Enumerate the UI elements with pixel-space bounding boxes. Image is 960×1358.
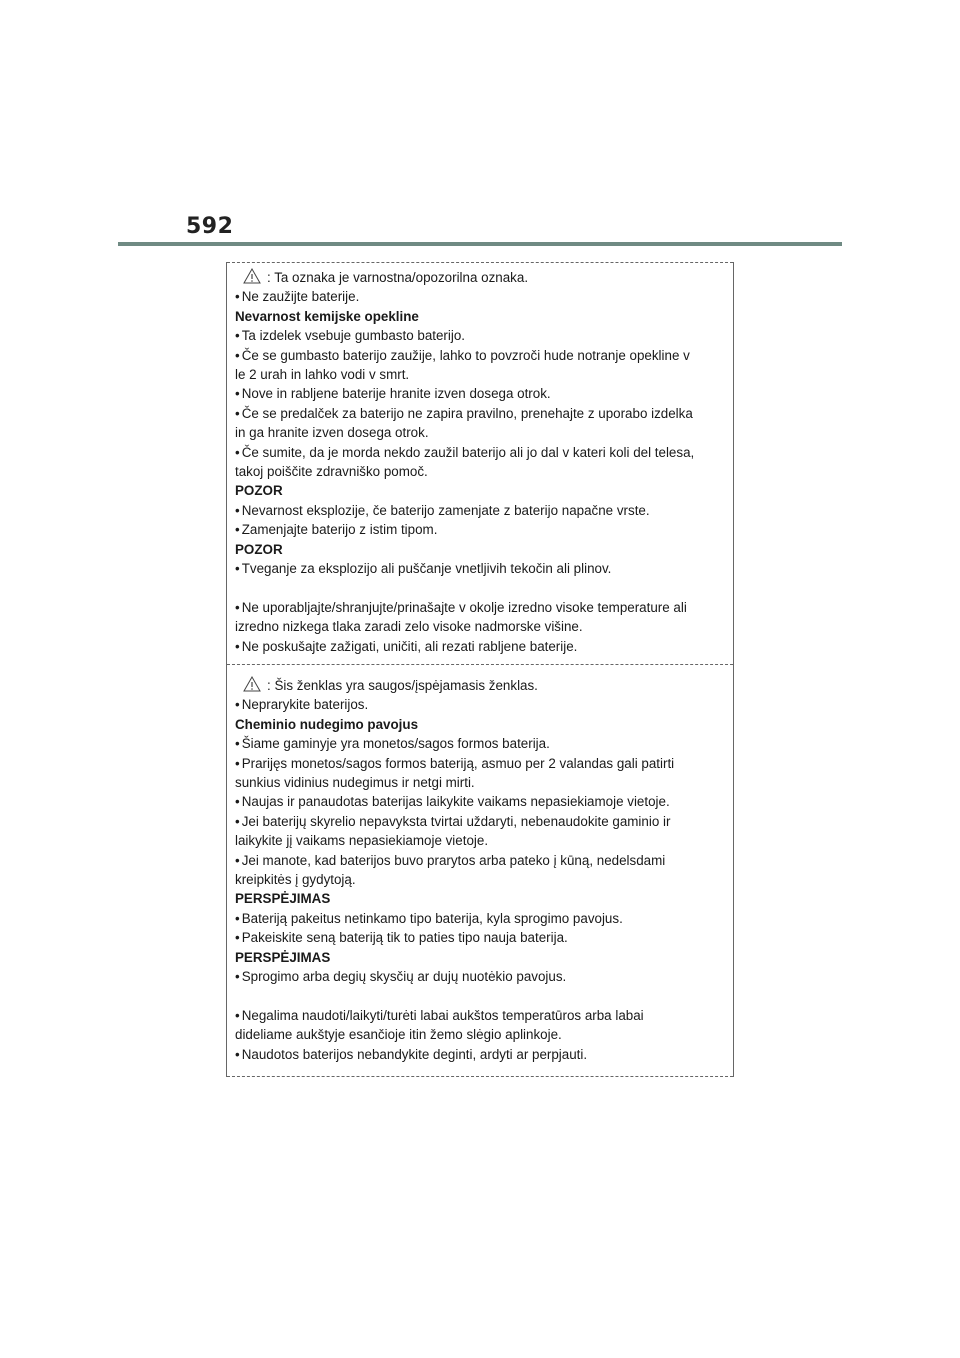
line-text: Nevarnost kemijske opekline bbox=[235, 308, 419, 324]
lithuanian-warning-section bbox=[235, 676, 727, 1064]
bullet-item bbox=[235, 637, 727, 656]
warning-symbol-text: : Šis ženklas yra saugos/įspėjamasis ženklas. bbox=[267, 678, 538, 693]
bullet-dot: • bbox=[235, 386, 240, 402]
bullet-item bbox=[235, 346, 727, 365]
line-text: Negalima naudoti/laikyti/turėti labai aukštos temperatūros arba labai bbox=[241, 1007, 644, 1023]
bullet-dot: • bbox=[235, 813, 240, 829]
continuation-line bbox=[235, 870, 727, 889]
bullet-dot: • bbox=[235, 736, 240, 752]
bullet-dot: • bbox=[235, 638, 240, 654]
blank-line bbox=[235, 579, 727, 598]
line-text: Ne poskušajte zažigati, uničiti, ali rezati rabljene baterije. bbox=[241, 638, 578, 654]
bullet-dot: • bbox=[235, 910, 240, 926]
bullet-item bbox=[235, 967, 727, 986]
line-text: Sprogimo arba degių skysčių ar dujų nuotėkio pavojus. bbox=[241, 969, 567, 985]
bullet-item bbox=[235, 443, 727, 462]
section-heading bbox=[235, 540, 727, 559]
line-text: takoj poiščite zdravniško pomoč. bbox=[235, 464, 428, 480]
page-number: 592 bbox=[186, 214, 234, 239]
warning-triangle-icon bbox=[243, 268, 261, 284]
line-text: PERSPĖJIMAS bbox=[235, 949, 331, 965]
bullet-item bbox=[235, 520, 727, 539]
line-text: in ga hranite izven dosega otrok. bbox=[235, 425, 429, 441]
line-text: Šiame gaminyje yra monetos/sagos formos baterija. bbox=[241, 736, 550, 752]
continuation-line bbox=[235, 831, 727, 850]
bullet-dot: • bbox=[235, 755, 240, 771]
line-text: POZOR bbox=[235, 483, 283, 499]
blank-line bbox=[235, 987, 727, 1006]
bullet-item bbox=[235, 384, 727, 403]
section-heading bbox=[235, 715, 727, 734]
line-text: Neprarykite baterijos. bbox=[241, 697, 369, 713]
bullet-dot: • bbox=[235, 930, 240, 946]
line-text: Prarijęs monetos/sagos formos bateriją, asmuo per 2 valandas gali patirti bbox=[241, 755, 675, 771]
line-text: izredno nizkega tlaka zaradi zelo visoke nadmorske višine. bbox=[235, 619, 583, 635]
warning-symbol-line bbox=[235, 268, 727, 287]
continuation-line bbox=[235, 773, 727, 792]
bullet-item bbox=[235, 287, 727, 306]
continuation-line bbox=[235, 423, 727, 442]
bullet-item bbox=[235, 851, 727, 870]
bullet-dot: • bbox=[235, 852, 240, 868]
line-text: Jei baterijų skyrelio nepavyksta tvirtai uždaryti, nebenaudokite gaminio ir bbox=[241, 813, 671, 829]
bullet-item bbox=[235, 928, 727, 947]
continuation-line bbox=[235, 462, 727, 481]
line-text: Jei manote, kad baterijos buvo prarytos arba pateko į kūną, nedelsdami bbox=[241, 852, 666, 868]
bullet-item bbox=[235, 909, 727, 928]
bullet-dot: • bbox=[235, 444, 240, 460]
line-text: sunkius vidinius nudegimus ir netgi mirti. bbox=[235, 775, 475, 791]
line-text: Ne zaužijte baterije. bbox=[241, 289, 360, 305]
bullet-dot: • bbox=[235, 328, 240, 344]
line-text: Ta izdelek vsebuje gumbasto baterijo. bbox=[241, 328, 466, 344]
line-text: Ne uporabljajte/shranjujte/prinašajte v okolje izredno visoke temperature ali bbox=[241, 599, 687, 615]
line-text: Zamenjajte baterijo z istim tipom. bbox=[241, 522, 438, 538]
bullet-item bbox=[235, 734, 727, 753]
bullet-item bbox=[235, 812, 727, 831]
warning-triangle-icon bbox=[243, 676, 261, 692]
bullet-dot: • bbox=[235, 599, 240, 615]
section-divider bbox=[227, 664, 733, 665]
line-text: Tveganje za eksplozijo ali puščanje vnetljivih tekočin ali plinov. bbox=[241, 561, 612, 577]
line-text: Pakeiskite seną bateriją tik to paties tipo nauja baterija. bbox=[241, 930, 568, 946]
line-text: POZOR bbox=[235, 541, 283, 557]
line-text: laikykite jį vaikams nepasiekiamoje vietoje. bbox=[235, 833, 489, 849]
bullet-item bbox=[235, 792, 727, 811]
line-text: le 2 urah in lahko vodi v smrt. bbox=[235, 367, 410, 383]
bullet-item bbox=[235, 404, 727, 423]
line-text: Če sumite, da je morda nekdo zaužil baterijo ali jo dal v kateri koli del telesa, bbox=[241, 444, 695, 460]
bullet-dot: • bbox=[235, 522, 240, 538]
box-bottom-border bbox=[227, 1076, 733, 1077]
header-rule bbox=[118, 242, 842, 246]
line-text: Če se gumbasto baterijo zaužije, lahko to povzroči hude notranje opekline v bbox=[241, 347, 690, 363]
bullet-item bbox=[235, 559, 727, 578]
line-text: Nevarnost eksplozije, če baterijo zamenjate z baterijo napačne vrste. bbox=[241, 502, 650, 518]
bullet-item bbox=[235, 326, 727, 345]
bullet-item bbox=[235, 598, 727, 617]
box-top-border bbox=[227, 262, 733, 263]
bullet-dot: • bbox=[235, 347, 240, 363]
bullet-dot: • bbox=[235, 794, 240, 810]
section-heading bbox=[235, 889, 727, 908]
bullet-dot: • bbox=[235, 405, 240, 421]
continuation-line bbox=[235, 1025, 727, 1044]
battery-warning-box bbox=[226, 262, 734, 1077]
bullet-dot: • bbox=[235, 969, 240, 985]
section-heading bbox=[235, 948, 727, 967]
line-text: Če se predalček za baterijo ne zapira pravilno, prenehajte z uporabo izdelka bbox=[241, 405, 693, 421]
line-text: dideliame aukštyje esančioje itin žemo slėgio aplinkoje. bbox=[235, 1027, 562, 1043]
bullet-item bbox=[235, 695, 727, 714]
bullet-dot: • bbox=[235, 289, 240, 305]
line-text: Naujas ir panaudotas baterijas laikykite vaikams nepasiekiamoje vietoje. bbox=[241, 794, 670, 810]
bullet-item bbox=[235, 754, 727, 773]
bullet-dot: • bbox=[235, 697, 240, 713]
bullet-item bbox=[235, 1045, 727, 1064]
warning-symbol-text: : Ta oznaka je varnostna/opozorilna oznaka. bbox=[267, 270, 529, 285]
line-text: Naudotos baterijos nebandykite deginti, ardyti ar perpjauti. bbox=[241, 1046, 588, 1062]
lithuanian-lines bbox=[235, 695, 727, 1064]
continuation-line bbox=[235, 617, 727, 636]
section-heading bbox=[235, 481, 727, 500]
section-heading bbox=[235, 307, 727, 326]
line-text: Bateriją pakeitus netinkamo tipo baterija, kyla sprogimo pavojus. bbox=[241, 910, 623, 926]
bullet-item bbox=[235, 501, 727, 520]
slovenian-warning-section bbox=[235, 268, 727, 656]
line-text: Nove in rabljene baterije hranite izven dosega otrok. bbox=[241, 386, 551, 402]
bullet-dot: • bbox=[235, 1007, 240, 1023]
line-text: PERSPĖJIMAS bbox=[235, 891, 331, 907]
bullet-dot: • bbox=[235, 1046, 240, 1062]
bullet-item bbox=[235, 1006, 727, 1025]
warning-symbol-line bbox=[235, 676, 727, 695]
line-text: Cheminio nudegimo pavojus bbox=[235, 716, 419, 732]
bullet-dot: • bbox=[235, 502, 240, 518]
line-text: kreipkitės į gydytoją. bbox=[235, 872, 356, 888]
continuation-line bbox=[235, 365, 727, 384]
bullet-dot: • bbox=[235, 561, 240, 577]
slovenian-lines bbox=[235, 287, 727, 656]
